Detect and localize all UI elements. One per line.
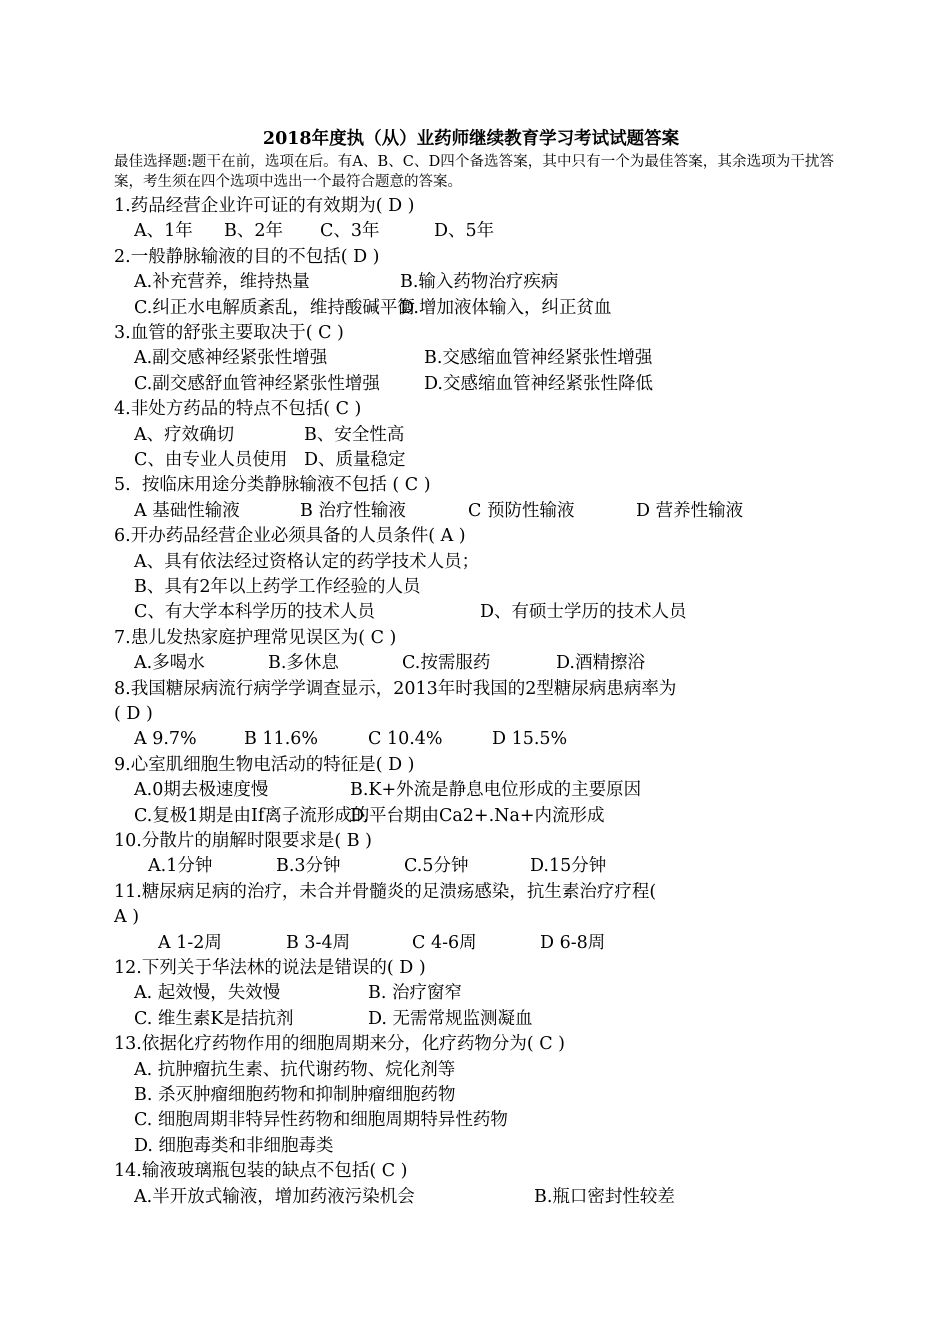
- answer-option: A.半开放式输液，增加药液污染机会: [134, 1186, 415, 1207]
- answer-option: A.副交感神经紧张性增强: [134, 348, 328, 369]
- document-page: [114, 126, 834, 1210]
- option-row: [114, 804, 834, 829]
- answer-option: B.交感缩血管神经紧张性增强: [424, 348, 653, 369]
- answer-option: D.平台期由Ca2+.Na+内流形成: [350, 805, 605, 826]
- question-stem: 9.心室肌细胞生物电活动的特征是( D ): [114, 754, 415, 775]
- option-row: [114, 346, 834, 371]
- option-row: [114, 1185, 834, 1210]
- option-row: [114, 270, 834, 295]
- option-row: [114, 1007, 834, 1032]
- question-stem: 11.糖尿病足病的治疗，未合并骨髓炎的足溃疡感染，抗生素治疗疗程(: [114, 881, 657, 902]
- answer-option: A.1分钟: [148, 856, 213, 877]
- option-row: [114, 499, 834, 524]
- answer-option: C 预防性输液: [468, 500, 575, 521]
- question-stem: 4.非处方药品的特点不包括( C ): [114, 399, 362, 420]
- question-stem: 10.分散片的崩解时限要求是( B ): [114, 830, 372, 851]
- answer-option: D. 无需常规监测凝血: [368, 1008, 533, 1029]
- question-stem: 7.患儿发热家庭护理常见误区为( C ): [114, 627, 397, 648]
- question-stem: 1.药品经营企业许可证的有效期为( D ): [114, 196, 415, 216]
- answer-option: B. 杀灭肿瘤细胞药物和抑制肿瘤细胞药物: [134, 1084, 456, 1105]
- question-stem-continuation: A ): [114, 907, 140, 928]
- answer-option: C. 细胞周期非特异性药物和细胞周期特异性药物: [134, 1110, 508, 1131]
- option-row: [114, 575, 834, 600]
- option-row: [114, 854, 834, 879]
- question-stem: 5. 按临床用途分类静脉输液不包括 ( C ): [114, 475, 431, 496]
- instructions-paragraph: 最佳选择题:题干在前，选项在后。有A、B、C、D四个备选答案，其中只有一个为最佳答案，其余选项为干扰答案，考生须在四个选项中选出一个最符合题意的答案。: [114, 154, 834, 190]
- document-title: 2018年度执（从）业药师继续教育学习考试试题答案: [262, 129, 680, 149]
- option-row: [114, 296, 834, 321]
- answer-option: C、3年: [320, 221, 380, 242]
- question-stem: 13.依据化疗药物作用的细胞周期来分，化疗药物分为( C ): [114, 1034, 565, 1055]
- option-row: [114, 1058, 834, 1083]
- answer-option: D. 细胞毒类和非细胞毒类: [134, 1135, 334, 1156]
- answer-option: D 15.5%: [492, 729, 568, 750]
- question-stem: 2.一般静脉输液的目的不包括( D ): [114, 246, 380, 267]
- answer-option: A.补充营养，维持热量: [134, 272, 310, 293]
- question-stem: 12.下列关于华法林的说法是错误的( D ): [114, 957, 426, 978]
- answer-option: B.K+外流是静息电位形成的主要原因: [350, 780, 642, 801]
- option-row: [114, 219, 834, 244]
- option-row: [114, 600, 834, 625]
- answer-option: B、安全性高: [304, 424, 405, 445]
- answer-option: A、具有依法经过资格认定的药学技术人员；: [134, 551, 480, 572]
- answer-option: B.多休息: [268, 653, 339, 674]
- answer-option: D.交感缩血管神经紧张性降低: [424, 373, 653, 394]
- question-stem: 6.开办药品经营企业必须具备的人员条件( A ): [114, 526, 466, 547]
- question-list: [114, 194, 834, 1210]
- answer-option: D.15分钟: [530, 856, 607, 877]
- option-row: [114, 1108, 834, 1133]
- answer-option: C、有大学本科学历的技术人员: [134, 602, 375, 623]
- answer-option: B. 治疗窗窄: [368, 983, 462, 1004]
- answer-option: D.增加液体输入，纠正贫血: [400, 297, 612, 318]
- answer-option: C.纠正水电解质紊乱，维持酸碱平衡: [134, 297, 415, 318]
- answer-option: A、1年: [134, 221, 193, 242]
- answer-option: A.多喝水: [134, 653, 205, 674]
- answer-option: A. 起效慢，失效慢: [134, 983, 281, 1004]
- option-row: [114, 727, 834, 752]
- option-row: [114, 931, 834, 956]
- question-stem-continuation: ( D ): [114, 703, 153, 724]
- question-stem: 8.我国糖尿病流行病学学调查显示，2013年时我国的2型糖尿病患病率为: [114, 678, 677, 699]
- answer-option: B 3-4周: [286, 932, 351, 953]
- answer-option: D、质量稳定: [304, 449, 406, 470]
- answer-option: B、具有2年以上药学工作经验的人员: [134, 576, 421, 597]
- answer-option: A 1-2周: [158, 932, 222, 953]
- answer-option: C. 维生素K是拮抗剂: [134, 1008, 294, 1029]
- answer-option: C.按需服药: [402, 653, 491, 674]
- answer-option: D 营养性输液: [636, 500, 744, 521]
- answer-option: C 4-6周: [412, 932, 477, 953]
- answer-option: A、疗效确切: [134, 424, 235, 445]
- answer-option: B.瓶口密封性较差: [534, 1186, 675, 1207]
- option-row: [114, 778, 834, 803]
- option-row: [114, 1083, 834, 1108]
- option-row: [114, 651, 834, 676]
- answer-option: D、有硕士学历的技术人员: [480, 602, 687, 623]
- answer-option: B.3分钟: [276, 856, 341, 877]
- option-row: [114, 1134, 834, 1159]
- answer-option: C、由专业人员使用: [134, 449, 288, 470]
- answer-option: C.副交感舒血管神经紧张性增强: [134, 373, 380, 394]
- question-stem: 3.血管的舒张主要取决于( C ): [114, 322, 344, 343]
- answer-option: A. 抗肿瘤抗生素、抗代谢药物、烷化剂等: [134, 1059, 456, 1080]
- answer-option: A 9.7%: [134, 729, 197, 750]
- option-row: [114, 981, 834, 1006]
- option-row: [114, 550, 834, 575]
- option-row: [114, 423, 834, 448]
- option-row: [114, 448, 834, 473]
- answer-option: A.0期去极速度慢: [134, 780, 269, 801]
- answer-option: B 11.6%: [244, 729, 319, 750]
- answer-option: B 治疗性输液: [300, 500, 406, 521]
- answer-option: D.酒精擦浴: [556, 653, 645, 674]
- answer-option: C.复极1期是由If离子流形成的: [134, 805, 370, 826]
- answer-option: C.5分钟: [404, 856, 469, 877]
- answer-option: B.输入药物治疗疾病: [400, 272, 559, 293]
- answer-option: A 基础性输液: [134, 500, 240, 521]
- answer-option: C 10.4%: [368, 729, 443, 750]
- question-stem: 14.输液玻璃瓶包装的缺点不包括( C ): [114, 1161, 408, 1182]
- answer-option: D 6-8周: [540, 932, 606, 953]
- answer-option: B、2年: [224, 221, 283, 242]
- option-row: [114, 372, 834, 397]
- answer-option: D、5年: [434, 221, 495, 242]
